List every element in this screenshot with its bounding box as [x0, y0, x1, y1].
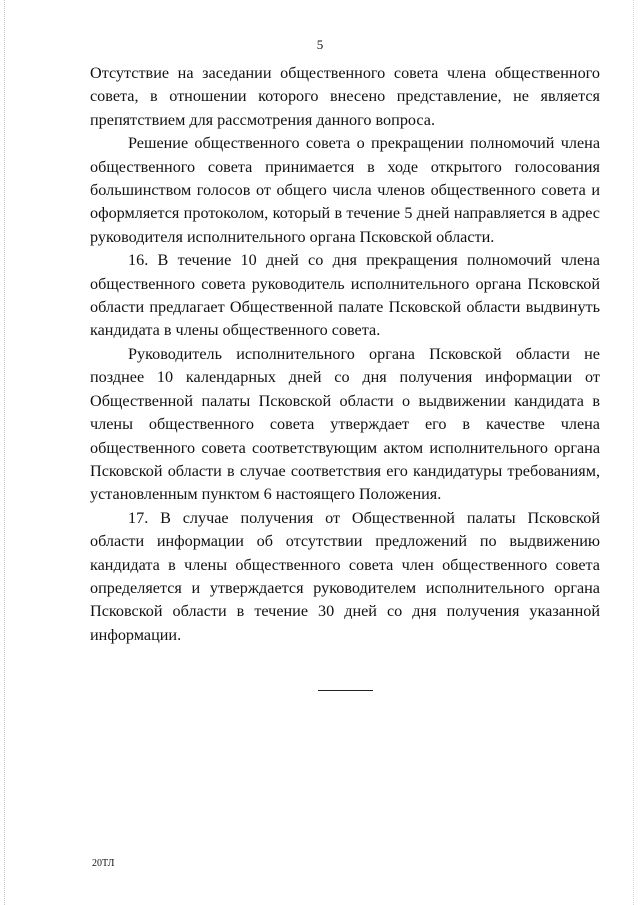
- footer-document-code: 20ТЛ: [92, 858, 115, 869]
- scan-edge-left: [4, 0, 5, 905]
- document-body: [90, 62, 600, 647]
- paragraph-clause-17: 17. В случае получения от Общественной палаты Псковской области информации об отсутствии предложений по выдвижению кандидата в члены общественного совета член общественного совета определяется и утверждается руководителем исполнительного органа Псковской области в течение 30 дней со дня получения указанной информации.: [90, 508, 600, 644]
- page-number: 5: [316, 37, 324, 52]
- end-of-text-divider: [318, 690, 373, 691]
- paragraph-absence-not-obstacle: Отсутствие на заседании общественного совета члена общественного совета, в отношении которого внесено представление, не является препятствием для рассмотрения данного вопроса.: [90, 64, 600, 129]
- scan-edge-right: [633, 0, 634, 905]
- paragraph-clause-16: 16. В течение 10 дней со дня прекращения полномочий члена общественного совета руководитель исполнительного органа Псковской области предлагает Общественной палате Псковской области выдвинуть кандидата в члены общественного совета.: [90, 251, 600, 340]
- paragraph-head-approves-candidate: Руководитель исполнительного органа Псковской области не позднее 10 календарных дней со дня получения информации от Общественной палаты Псковской области о выдвижении кандидата в члены общественного совета утверждает его в качестве члена общественного совета соответствующим актом исполнительного органа Псковской области в случае соответствия его кандидатуры требованиям, установленным пунктом 6 настоящего Положения.: [90, 344, 600, 504]
- paragraph-termination-decision: Решение общественного совета о прекращении полномочий члена общественного совета принимается в ходе открытого голосования большинством голосов от общего числа членов общественного совета и оформляется протоколом, который в течение 5 дней направляется в адрес руководителя исполнительного органа Псковской области.: [90, 134, 600, 246]
